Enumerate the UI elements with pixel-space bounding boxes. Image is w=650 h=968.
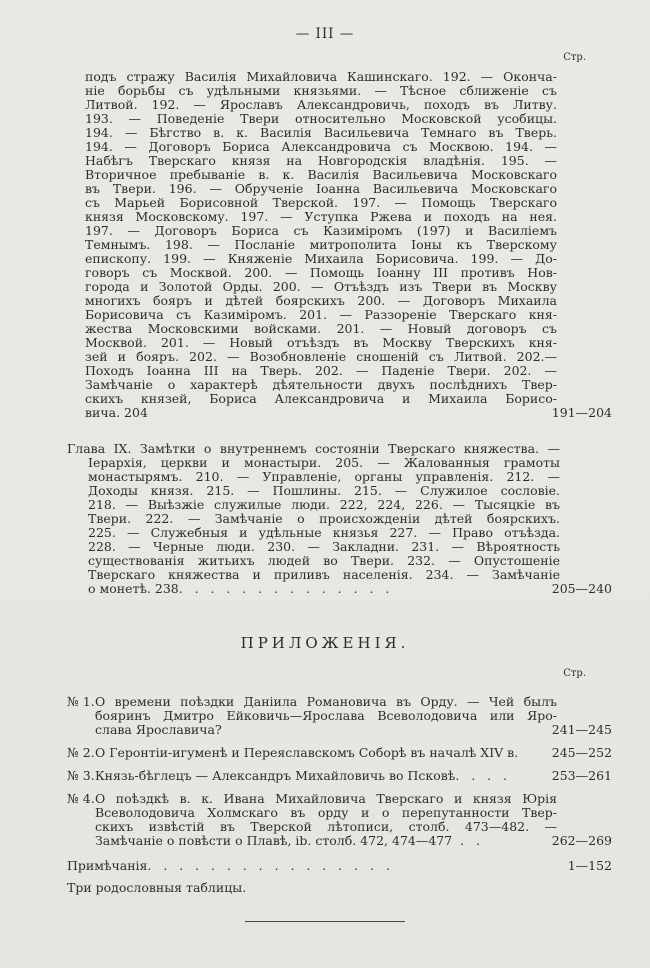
toc-line: ніе борьбы съ удѣльными князьями. — Тѣсное сближеніе съ [85,83,557,98]
toc-line: подъ стражу Василія Михайловича Кашинскаго. 192. — Оконча- [85,69,557,84]
appendix-item-2 [67,746,612,760]
chapter-9-first-line-text: Замѣтки о внутреннемъ состояніи Тверскаго княжества. — [139,441,560,456]
toc-line: Князь-бѣглецъ — Александръ Михайловичь во Псковѣ. . . . [95,768,507,783]
toc-line: 225. — Служебныя и удѣльные князья 227. — Право отъѣзда. [88,525,560,540]
notes-entry [67,859,612,873]
toc-line: съ Марьей Борисовной Тверской. 197. — Помощь Тверскаго [85,195,557,210]
page-number-header: — III — [295,26,355,42]
toc-line: скихъ князей, Бориса Александровича и Михаила Борисо- [85,391,557,406]
notes-page-range: 1—152 [567,858,612,873]
toc-line: Набѣгъ Тверскаго князя на Новгородскія владѣнія. 195. — [85,153,557,168]
toc-line: жества Московскими войсками. 201. — Новый договоръ съ [85,321,557,336]
toc-line: въ Твери. 196. — Обрученіе Іоанна Васильевича Московскаго [85,181,557,196]
toc-line: князя Московскому. 197. — Уступка Ржева и походъ на нея. [85,209,557,224]
toc-line: епископу. 199. — Княженіе Михаила Борисовича. 199. — До- [85,251,557,266]
appendix-item-1-page-range: 241—245 [551,722,612,737]
toc-line: многихъ бояръ и дѣтей боярскихъ 200. — Договоръ Михаила [85,293,557,308]
toc-line: Литвой. 192. — Ярославъ Александровичь, походъ въ Литву. [85,97,557,112]
footer-rule [245,921,405,922]
toc-line: 194. — Договоръ Бориса Александровича съ Москвою. 194. — [85,139,557,154]
appendix-item-2-page-range: 245—252 [551,745,612,760]
toc-line: Замѣчаніе о характерѣ дѣятельности двухъ послѣднихъ Твер- [85,377,557,392]
toc-line: Москвой. 201. — Новый отъѣздъ въ Москву Тверскихъ кня- [85,335,557,350]
appendix-title: ПРИЛОЖЕНІЯ. [240,634,410,652]
toc-line: зей и бояръ. 202. — Возобновленіе сношеній съ Литвой. 202.— [85,349,557,364]
toc-line: 194. — Бѣгство в. к. Василія Васильевича Темнаго въ Тверь. [85,125,557,140]
toc-line: Вторичное пребываніе в. к. Василія Васильевича Московскаго [85,167,557,182]
appendix-item-1-lines [95,695,612,737]
toc-line: Походъ Іоанна III на Тверь. 202. — Паденіе Твери. 202. — [85,363,557,378]
appendix-item-4-lines [95,792,612,848]
toc-line: 218. — Выѣзжіе служилые люди. 222, 224, 226. — Тысяцкіе въ [88,497,560,512]
appendix-item-1-number: № 1. [67,694,95,709]
toc-line: 193. — Поведеніе Твери относительно Московской усобицы. [85,111,557,126]
appendix-item-2-number: № 2. [67,745,95,760]
toc-line: существованія житьихъ людей во Твери. 232. — Опустошеніе [88,553,560,568]
toc-line: Всеволодовича Холмскаго въ орду и о перепутанности Твер- [95,805,557,820]
toc-line: вича. 204 [85,405,148,420]
appendix-item-4-number: № 4. [67,791,95,806]
appendix-item-3 [67,769,612,783]
toc-line: слава Ярославича? [95,722,222,737]
chapter-9-lines [88,456,612,596]
appendix-item-3-number: № 3. [67,768,95,783]
page-column-label-appendix: Стр. [563,668,586,679]
chapter-8-page-range: 191—204 [551,405,612,420]
toc-line: города и Золотой Орды. 200. — Отъѣздъ изъ Твери въ Москву [85,279,557,294]
toc-line: Твери. 222. — Замѣчаніе о происхожденіи дѣтей боярскихъ. [88,511,560,526]
toc-line: бояринъ Дмитро Ейковичь—Ярослава Всеволодовича или Яро- [95,708,557,723]
notes-label: Примѣчанія. . . . . . . . . . . . . . . . [67,858,390,873]
toc-line: монастырямъ. 210. — Управленіе, органы управленія. 212. — [88,469,560,484]
appendix-item-4-page-range: 262—269 [551,833,612,848]
chapter-8-lines [85,70,612,420]
toc-line: О поѣздкѣ в. к. Ивана Михайловича Тверскаго и князя Юрія [95,791,557,806]
appendix-item-4 [67,792,612,848]
appendix-item-3-lines [95,769,612,783]
chapter-9-first-line [67,442,560,456]
toc-line: 228. — Черные люди. 230. — Закладни. 231. — Вѣроятность [88,539,560,554]
toc-line: Іерархія, церкви и монастыри. 205. — Жалованныя грамоты [88,455,560,470]
toc-line: скихъ извѣстій въ Тверской лѣтописи, столб. 473—482. — [95,819,557,834]
appendix-item-1 [67,695,612,737]
appendix-item-2-lines [95,746,612,760]
genealogy-tables-note: Три родословныя таблицы. [67,880,247,895]
toc-line: говоръ съ Москвой. 200. — Помощь Іоанну III противъ Нов- [85,265,557,280]
chapter-9-label: Глава IX. [67,441,132,456]
chapter-9-page-range: 205—240 [551,581,612,596]
page-column-label-top: Стр. [563,52,586,63]
chapter-8-continuation [85,70,612,420]
toc-line: Борисовича съ Казиміромъ. 201. — Раззореніе Тверскаго кня- [85,307,557,322]
toc-line: Тверскаго княжества и приливъ населенія. 234. — Замѣчаніе [88,567,560,582]
toc-line: 197. — Договоръ Бориса съ Казиміромъ (197) и Василіемъ [85,223,557,238]
toc-line: О времени поѣздки Даніила Романовича въ Орду. — Чей былъ [95,694,557,709]
toc-line: Замѣчаніе о повѣсти о Плавѣ, ib. столб. 472, 474—477 . . [95,833,481,848]
toc-line: Доходы князя. 215. — Пошлины. 215. — Служилое сословіе. [88,483,560,498]
toc-line: О Геронтіи-игуменѣ и Переяславскомъ Соборѣ въ началѣ XIV в. [95,745,519,760]
toc-line: о монетѣ. 238. . . . . . . . . . . . . . [88,581,390,596]
toc-line: Темнымъ. 198. — Посланіе митрополита Іоны къ Тверскому [85,237,557,252]
appendix-item-3-page-range: 253—261 [551,768,612,783]
chapter-9-entry [67,442,612,596]
